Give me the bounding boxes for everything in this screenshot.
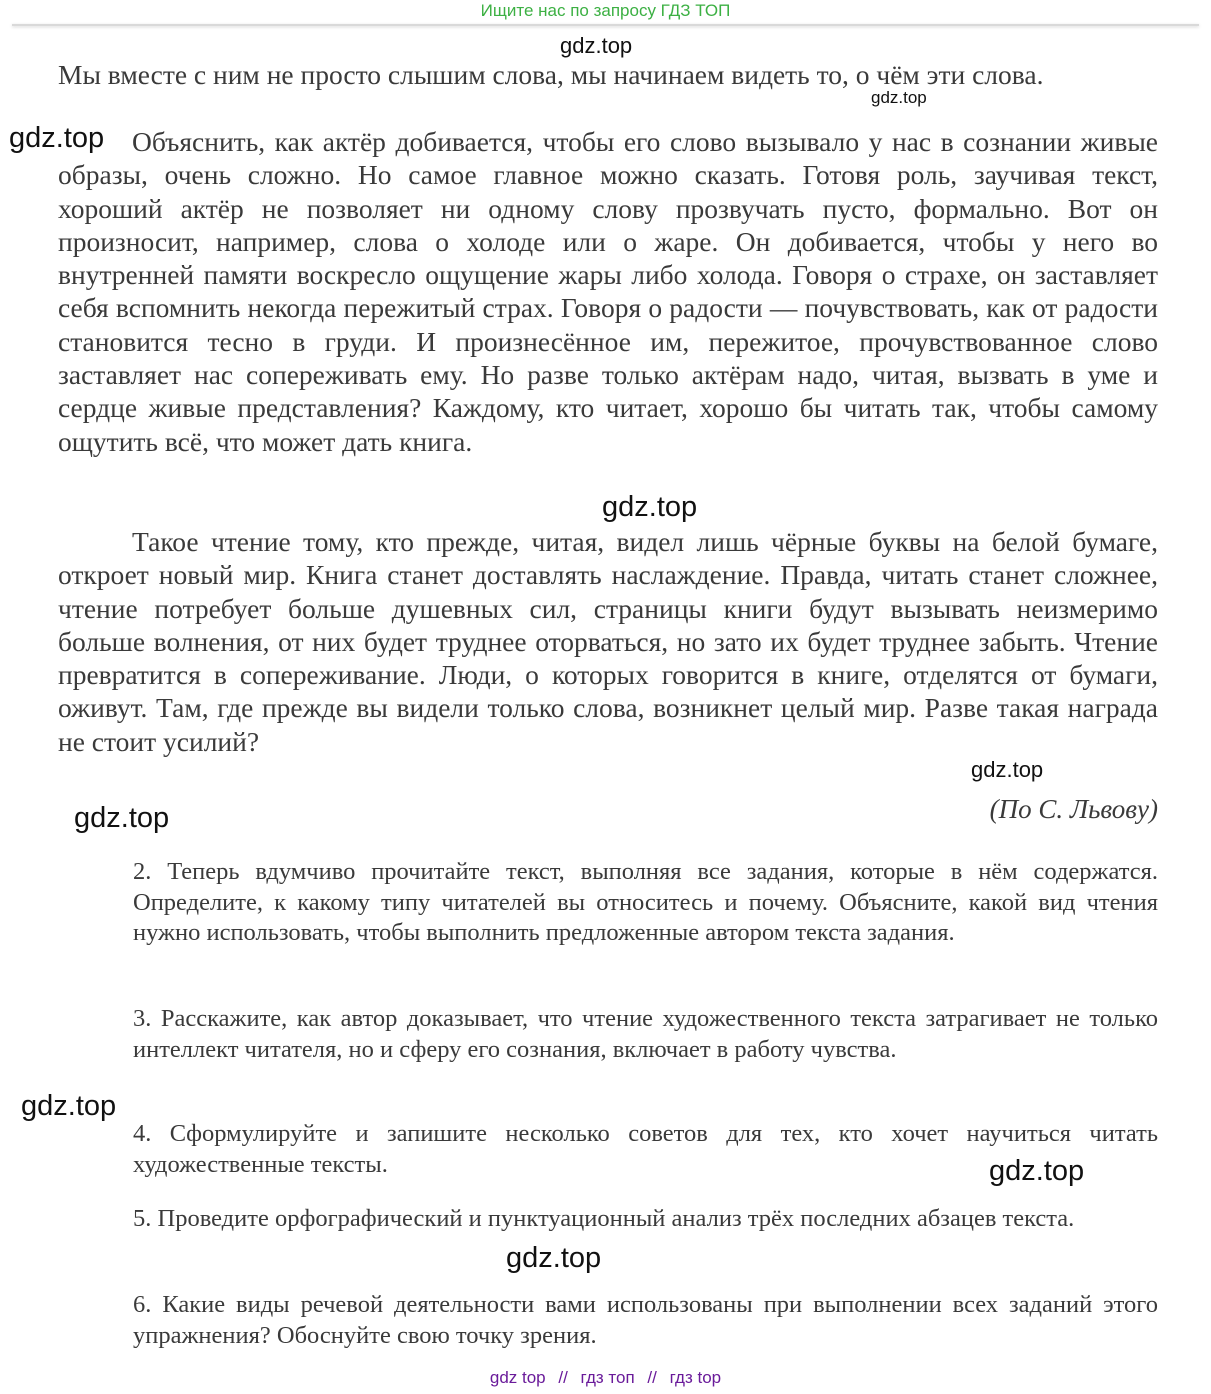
footer-link-gdz-top-ru[interactable]: гдз топ xyxy=(580,1368,635,1387)
top-banner[interactable]: Ищите нас по запросу ГДЗ ТОП xyxy=(480,1,731,20)
footer-separator: // xyxy=(558,1368,568,1387)
passage-paragraph-2: Объяснить, как актёр добивается, чтобы его слово вызывало у нас в сознании живые образы, очень сложно. Но самое главное можно сказать. Готовя роль, заучивая текст, хороший актёр не позволяет ни одному слову прозвучать пусто, формально. Вот он произносит, например, слова о холоде или о жаре. Он добивается, чтобы у него во внутренней памяти воскресло ощущение жары либо холода. Говоря о страхе, он заставляет себя вспомнить некогда пережитый страх. Говоря о радости — почувствовать, как от радости становится тесно в груди. И произнесённое им, пережитое, прочувствованное слово заставляет нас сопереживать ему. Но разве только актёрам надо, читая, вызвать в уме и сердце живые представления? Каждому, кто читает, хорошо бы читать так, чтобы самому ощутить всё, что может дать книга. xyxy=(58,126,1158,457)
watermark: gdz.top xyxy=(871,88,927,107)
task-5: 5. Проведите орфографический и пунктуационный анализ трёх последних абзацев текста. xyxy=(133,1205,1075,1232)
task-6: 6. Какие виды речевой деятельности вами использованы при выполнении всех заданий этого упражнения? Обоснуйте свою точку зрения. xyxy=(133,1291,1158,1349)
watermark: gdz.top xyxy=(9,122,105,154)
footer-link-gdz-top[interactable]: gdz top xyxy=(489,1368,546,1387)
task-4: 4. Сформулируйте и запишите несколько советов для тех, кто хочет научиться читать художественные тексты. xyxy=(133,1120,1158,1178)
passage-paragraph-1: Мы вместе с ним не просто слышим слова, мы начинаем видеть то, о чём эти слова. xyxy=(58,59,1044,90)
watermark: gdz.top xyxy=(989,1155,1085,1187)
passage-attribution: (По С. Львову) xyxy=(989,794,1158,824)
watermark: gdz.top xyxy=(506,1242,602,1274)
footer-separator: // xyxy=(647,1368,657,1387)
watermark: gdz.top xyxy=(74,802,170,834)
footer-link-gdz-top-mixed[interactable]: гдз top xyxy=(669,1368,722,1387)
banner-divider xyxy=(12,24,1199,26)
watermark: gdz.top xyxy=(602,491,698,523)
watermark: gdz.top xyxy=(971,757,1044,782)
watermark: gdz.top xyxy=(21,1090,117,1122)
watermark: gdz.top xyxy=(560,33,633,58)
footer-links xyxy=(0,1368,1211,1388)
task-2: 2. Теперь вдумчиво прочитайте текст, выполняя все задания, которые в нём содержатся. Определите, к какому типу читателей вы относитесь и почему. Объясните, какой вид чтения нужно использовать, чтобы выполнить предложенные автором текста задания. xyxy=(133,858,1158,946)
passage-paragraph-3: Такое чтение тому, кто прежде, читая, видел лишь чёрные буквы на белой бумаге, откроет новый мир. Книга станет доставлять наслаждение. Правда, читать станет сложнее, чтение потребует больше душевных сил, страницы книги будут вызывать неизмеримо больше волнения, от них будет труднее оторваться, но зато их будет труднее забыть. Чтение превратится в сопереживание. Люди, о которых говорится в книге, отделятся от бумаги, оживут. Там, где прежде вы видели только слова, возникнет целый мир. Разве такая награда не стоит усилий? xyxy=(58,526,1158,757)
task-3: 3. Расскажите, как автор доказывает, что чтение художественного текста затрагивает не только интеллект читателя, но и сферу его сознания, включает в работу чувства. xyxy=(133,1005,1158,1063)
